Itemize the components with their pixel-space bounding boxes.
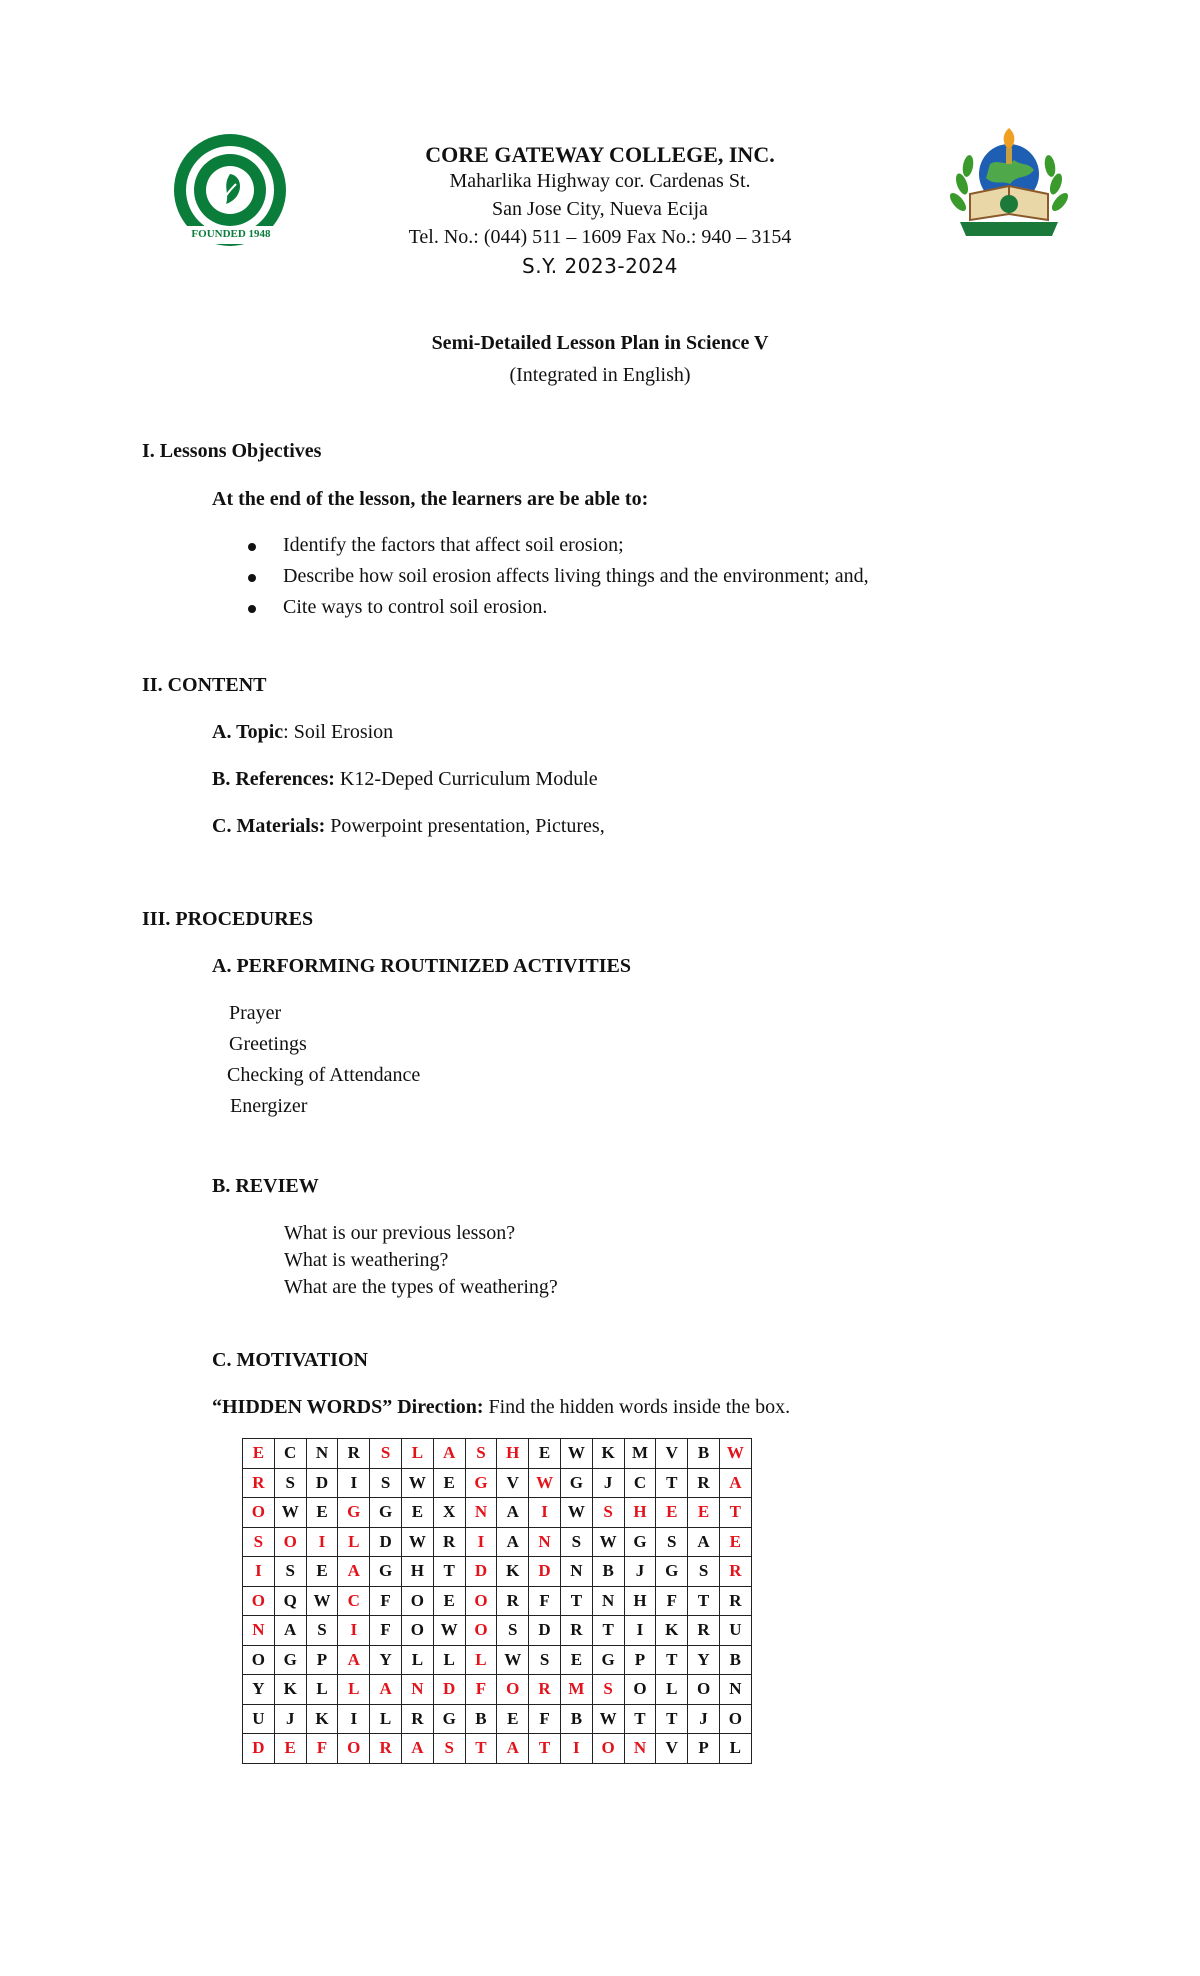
seal-bottom-text: FOUNDED 1948 — [191, 228, 271, 240]
grid-cell: V — [656, 1439, 688, 1469]
grid-cell: I — [243, 1557, 275, 1587]
grid-cell: R — [529, 1675, 561, 1705]
grid-cell: B — [719, 1645, 751, 1675]
grid-cell: R — [688, 1616, 720, 1646]
grid-cell: V — [497, 1468, 529, 1498]
grid-cell: B — [688, 1439, 720, 1469]
grid-cell: E — [497, 1704, 529, 1734]
grid-cell: A — [497, 1527, 529, 1557]
grid-cell: D — [529, 1616, 561, 1646]
grid-row — [243, 1645, 752, 1675]
grid-cell: A — [401, 1734, 433, 1764]
motivation-title: “HIDDEN WORDS” Direction: — [212, 1396, 484, 1418]
references-line — [212, 768, 598, 791]
grid-row — [243, 1557, 752, 1587]
grid-cell: R — [338, 1439, 370, 1469]
grid-row — [243, 1498, 752, 1528]
grid-cell: O — [243, 1645, 275, 1675]
grid-cell: T — [624, 1704, 656, 1734]
grid-cell: I — [338, 1616, 370, 1646]
grid-cell: J — [624, 1557, 656, 1587]
grid-cell: O — [274, 1527, 306, 1557]
grid-cell: Q — [274, 1586, 306, 1616]
grid-cell: E — [433, 1468, 465, 1498]
grid-cell: E — [274, 1734, 306, 1764]
grid-cell: N — [243, 1616, 275, 1646]
grid-cell: J — [592, 1468, 624, 1498]
grid-cell: W — [529, 1468, 561, 1498]
grid-cell: O — [401, 1616, 433, 1646]
review-item: What is weathering? — [284, 1249, 449, 1271]
motivation-direction — [212, 1396, 790, 1419]
objective-item: Identify the factors that affect soil erosion; — [283, 534, 624, 556]
grid-cell: R — [433, 1527, 465, 1557]
grid-cell: R — [719, 1586, 751, 1616]
grid-cell: D — [370, 1527, 402, 1557]
grid-cell: E — [401, 1498, 433, 1528]
grid-cell: T — [560, 1586, 592, 1616]
grid-cell: I — [338, 1468, 370, 1498]
grid-row — [243, 1439, 752, 1469]
grid-cell: F — [370, 1616, 402, 1646]
grid-cell: D — [433, 1675, 465, 1705]
content-heading: II. CONTENT — [142, 674, 267, 696]
grid-cell: S — [529, 1645, 561, 1675]
grid-cell: A — [338, 1557, 370, 1587]
grid-cell: O — [465, 1616, 497, 1646]
address-line-2: San Jose City, Nueva Ecija — [492, 198, 708, 220]
grid-cell: S — [592, 1498, 624, 1528]
grid-cell: P — [306, 1645, 338, 1675]
grid-cell: X — [433, 1498, 465, 1528]
grid-cell: L — [465, 1645, 497, 1675]
grid-cell: N — [306, 1439, 338, 1469]
grid-cell: C — [274, 1439, 306, 1469]
grid-cell: K — [592, 1439, 624, 1469]
grid-cell: O — [401, 1586, 433, 1616]
grid-cell: V — [656, 1734, 688, 1764]
grid-cell: L — [370, 1704, 402, 1734]
grid-cell: R — [370, 1734, 402, 1764]
grid-cell: D — [465, 1557, 497, 1587]
grid-cell: F — [306, 1734, 338, 1764]
grid-cell: Y — [370, 1645, 402, 1675]
grid-cell: D — [243, 1734, 275, 1764]
grid-cell: O — [624, 1675, 656, 1705]
grid-cell: C — [624, 1468, 656, 1498]
grid-cell: T — [719, 1498, 751, 1528]
grid-cell: G — [370, 1557, 402, 1587]
grid-cell: W — [497, 1645, 529, 1675]
grid-cell: T — [433, 1557, 465, 1587]
grid-cell: R — [243, 1468, 275, 1498]
grid-cell: S — [497, 1616, 529, 1646]
grid-cell: F — [529, 1586, 561, 1616]
grid-cell: T — [465, 1734, 497, 1764]
grid-cell: N — [624, 1734, 656, 1764]
objectives-intro: At the end of the lesson, the learners are be able to: — [212, 488, 649, 510]
grid-cell: T — [529, 1734, 561, 1764]
grid-cell: E — [529, 1439, 561, 1469]
grid-cell: S — [656, 1527, 688, 1557]
college-name: CORE GATEWAY COLLEGE, INC. — [425, 142, 775, 167]
references-label: B. References: — [212, 768, 335, 790]
routine-heading: A. PERFORMING ROUTINIZED ACTIVITIES — [212, 955, 631, 977]
motivation-text: Find the hidden words inside the box. — [483, 1396, 791, 1418]
grid-cell: W — [274, 1498, 306, 1528]
grid-cell: R — [497, 1586, 529, 1616]
grid-cell: E — [719, 1527, 751, 1557]
grid-cell: G — [338, 1498, 370, 1528]
grid-cell: C — [338, 1586, 370, 1616]
topic-label: A. Topic — [212, 721, 284, 743]
objective-item: Cite ways to control soil erosion. — [283, 596, 548, 618]
grid-cell: G — [624, 1527, 656, 1557]
grid-cell: T — [656, 1645, 688, 1675]
bullet-icon — [248, 543, 256, 551]
materials-line — [212, 815, 605, 838]
topic-line — [212, 721, 393, 744]
grid-cell: I — [624, 1616, 656, 1646]
grid-cell: M — [560, 1675, 592, 1705]
grid-cell: L — [306, 1675, 338, 1705]
grid-cell: S — [433, 1734, 465, 1764]
grid-cell: L — [338, 1675, 370, 1705]
grid-cell: L — [401, 1645, 433, 1675]
grid-cell: G — [274, 1645, 306, 1675]
school-year: S.Y. 2023-2024 — [522, 254, 678, 278]
grid-cell: H — [401, 1557, 433, 1587]
grid-cell: S — [306, 1616, 338, 1646]
grid-cell: E — [306, 1557, 338, 1587]
grid-cell: W — [401, 1468, 433, 1498]
grid-cell: G — [465, 1468, 497, 1498]
materials-value: Powerpoint presentation, Pictures, — [325, 815, 605, 837]
grid-cell: G — [592, 1645, 624, 1675]
grid-cell: L — [338, 1527, 370, 1557]
grid-cell: W — [306, 1586, 338, 1616]
references-value: K12-Deped Curriculum Module — [334, 768, 598, 790]
grid-cell: W — [592, 1527, 624, 1557]
grid-cell: K — [497, 1557, 529, 1587]
grid-cell: E — [688, 1498, 720, 1528]
grid-cell: A — [433, 1439, 465, 1469]
grid-cell: D — [529, 1557, 561, 1587]
grid-cell: W — [719, 1439, 751, 1469]
grid-cell: K — [656, 1616, 688, 1646]
grid-cell: A — [338, 1645, 370, 1675]
grid-cell: U — [243, 1704, 275, 1734]
grid-cell: A — [719, 1468, 751, 1498]
grid-cell: S — [688, 1557, 720, 1587]
grid-cell: T — [592, 1616, 624, 1646]
grid-cell: L — [433, 1645, 465, 1675]
grid-row — [243, 1586, 752, 1616]
grid-cell: W — [592, 1704, 624, 1734]
grid-cell: A — [497, 1498, 529, 1528]
grid-cell: O — [592, 1734, 624, 1764]
grid-cell: N — [719, 1675, 751, 1705]
grid-cell: S — [274, 1557, 306, 1587]
grid-cell: E — [656, 1498, 688, 1528]
review-item: What is our previous lesson? — [284, 1222, 516, 1244]
grid-cell: L — [401, 1439, 433, 1469]
grid-cell: N — [529, 1527, 561, 1557]
grid-row — [243, 1468, 752, 1498]
grid-cell: E — [433, 1586, 465, 1616]
grid-cell: N — [560, 1557, 592, 1587]
grid-cell: R — [688, 1468, 720, 1498]
grid-cell: S — [370, 1439, 402, 1469]
lesson-plan-title: Semi-Detailed Lesson Plan in Science V — [431, 332, 769, 354]
grid-cell: T — [656, 1704, 688, 1734]
objectives-heading: I. Lessons Objectives — [142, 440, 322, 462]
grid-cell: A — [370, 1675, 402, 1705]
grid-cell: O — [338, 1734, 370, 1764]
grid-cell: H — [624, 1498, 656, 1528]
routine-item: Greetings — [229, 1033, 307, 1055]
grid-cell: A — [497, 1734, 529, 1764]
grid-cell: G — [433, 1704, 465, 1734]
grid-cell: S — [274, 1468, 306, 1498]
materials-label: C. Materials: — [212, 815, 326, 837]
grid-cell: K — [274, 1675, 306, 1705]
grid-cell: S — [243, 1527, 275, 1557]
grid-row — [243, 1704, 752, 1734]
grid-cell: K — [306, 1704, 338, 1734]
grid-row — [243, 1675, 752, 1705]
address-line-1: Maharlika Highway cor. Cardenas St. — [449, 170, 751, 192]
grid-cell: H — [497, 1439, 529, 1469]
grid-cell: O — [465, 1586, 497, 1616]
motivation-heading: C. MOTIVATION — [212, 1349, 368, 1371]
grid-cell: F — [529, 1704, 561, 1734]
grid-cell: A — [688, 1527, 720, 1557]
routine-item: Energizer — [230, 1095, 308, 1117]
contact-line: Tel. No.: (044) 511 – 1609 Fax No.: 940 – 3154 — [408, 226, 792, 248]
grid-cell: Y — [243, 1675, 275, 1705]
grid-cell: I — [465, 1527, 497, 1557]
grid-cell: R — [401, 1704, 433, 1734]
grid-cell: T — [656, 1468, 688, 1498]
grid-cell: G — [370, 1498, 402, 1528]
grid-row — [243, 1616, 752, 1646]
grid-cell: W — [401, 1527, 433, 1557]
objective-item: Describe how soil erosion affects living things and the environment; and, — [283, 565, 869, 587]
routine-item: Prayer — [229, 1002, 282, 1024]
grid-cell: F — [656, 1586, 688, 1616]
lesson-plan-subtitle: (Integrated in English) — [509, 364, 691, 386]
grid-cell: G — [560, 1468, 592, 1498]
grid-cell: O — [243, 1498, 275, 1528]
grid-cell: N — [592, 1586, 624, 1616]
grid-cell: I — [560, 1734, 592, 1764]
grid-cell: L — [719, 1734, 751, 1764]
grid-cell: B — [560, 1704, 592, 1734]
grid-cell: O — [719, 1704, 751, 1734]
grid-cell: Y — [688, 1645, 720, 1675]
grid-cell: H — [624, 1586, 656, 1616]
grid-cell: F — [370, 1586, 402, 1616]
grid-cell: O — [688, 1675, 720, 1705]
grid-cell: J — [274, 1704, 306, 1734]
grid-cell: F — [465, 1675, 497, 1705]
grid-cell: B — [465, 1704, 497, 1734]
grid-cell: W — [560, 1498, 592, 1528]
grid-cell: S — [370, 1468, 402, 1498]
bullet-icon — [248, 605, 256, 613]
grid-cell: N — [465, 1498, 497, 1528]
grid-cell: R — [560, 1616, 592, 1646]
grid-cell: I — [306, 1527, 338, 1557]
grid-cell: E — [560, 1645, 592, 1675]
grid-cell: B — [592, 1557, 624, 1587]
grid-cell: E — [243, 1439, 275, 1469]
grid-cell: S — [592, 1675, 624, 1705]
review-heading: B. REVIEW — [212, 1175, 319, 1197]
grid-cell: S — [465, 1439, 497, 1469]
grid-cell: A — [274, 1616, 306, 1646]
grid-cell: D — [306, 1468, 338, 1498]
grid-cell: P — [688, 1734, 720, 1764]
grid-cell: U — [719, 1616, 751, 1646]
grid-cell: W — [433, 1616, 465, 1646]
word-search-grid — [242, 1438, 752, 1764]
grid-cell: R — [719, 1557, 751, 1587]
topic-value: : Soil Erosion — [283, 721, 394, 743]
grid-cell: W — [560, 1439, 592, 1469]
grid-row — [243, 1527, 752, 1557]
grid-cell: I — [338, 1704, 370, 1734]
bullet-icon — [248, 574, 256, 582]
grid-row — [243, 1734, 752, 1764]
grid-cell: I — [529, 1498, 561, 1528]
review-item: What are the types of weathering? — [284, 1276, 558, 1298]
grid-cell: G — [656, 1557, 688, 1587]
routine-item: Checking of Attendance — [227, 1064, 421, 1086]
procedures-heading: III. PROCEDURES — [142, 908, 314, 930]
grid-cell: T — [688, 1586, 720, 1616]
grid-cell: O — [243, 1586, 275, 1616]
grid-cell: O — [497, 1675, 529, 1705]
grid-cell: S — [560, 1527, 592, 1557]
grid-cell: N — [401, 1675, 433, 1705]
grid-cell: P — [624, 1645, 656, 1675]
grid-cell: E — [306, 1498, 338, 1528]
grid-cell: J — [688, 1704, 720, 1734]
grid-cell: L — [656, 1675, 688, 1705]
grid-cell: M — [624, 1439, 656, 1469]
